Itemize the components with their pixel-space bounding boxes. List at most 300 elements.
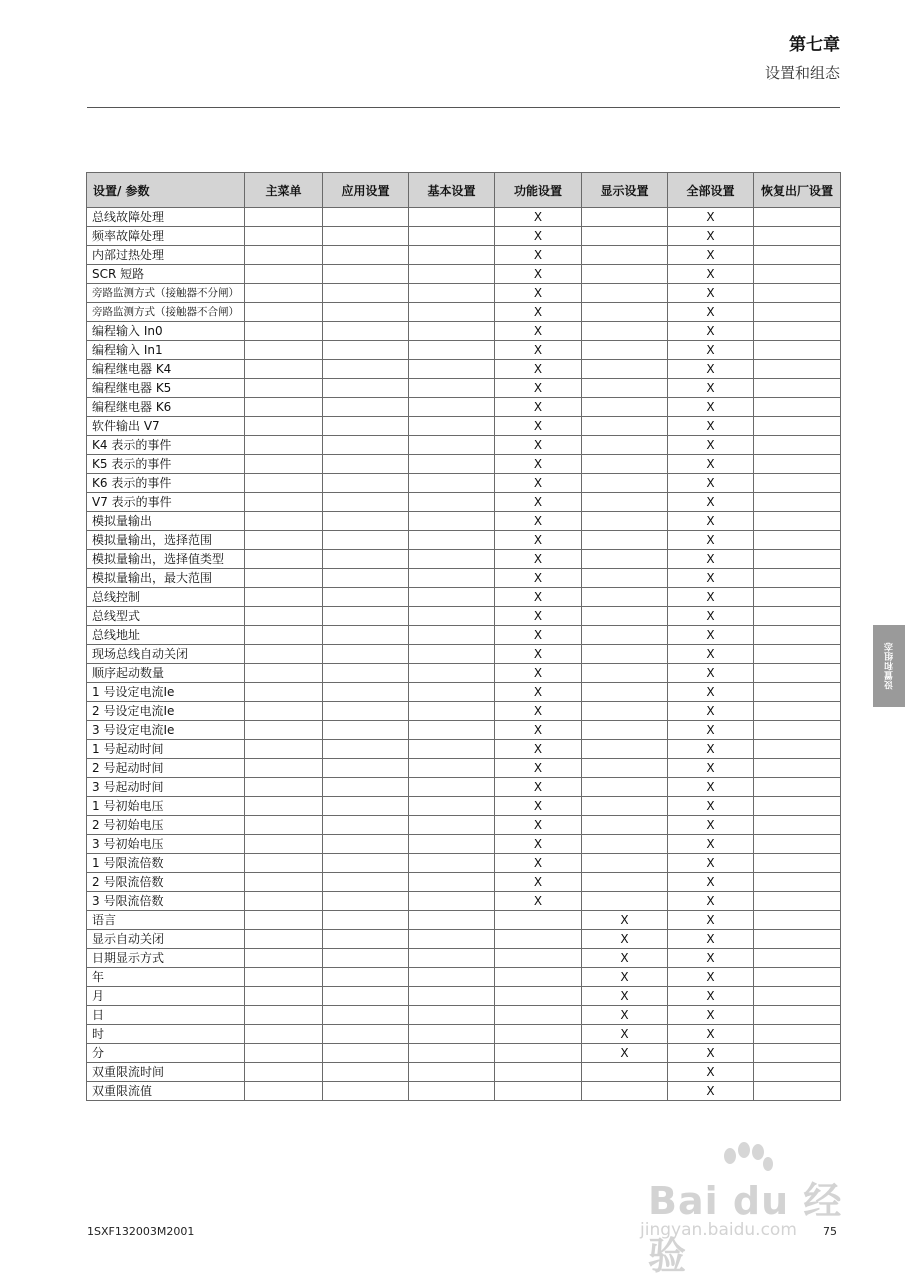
table-row bbox=[87, 474, 841, 493]
table-cell bbox=[323, 645, 409, 664]
column-header: 主菜单 bbox=[245, 173, 323, 208]
table-cell: X bbox=[668, 303, 754, 322]
row-label: 2 号起动时间 bbox=[87, 759, 245, 778]
watermark-url: jingyan.baidu.com bbox=[640, 1220, 797, 1240]
table-cell: X bbox=[495, 721, 582, 740]
table-row bbox=[87, 721, 841, 740]
table-cell bbox=[582, 588, 668, 607]
table-row bbox=[87, 664, 841, 683]
table-cell bbox=[754, 322, 841, 341]
table-cell bbox=[409, 322, 495, 341]
table-cell: X bbox=[668, 892, 754, 911]
table-cell: X bbox=[495, 341, 582, 360]
table-cell bbox=[754, 759, 841, 778]
table-cell: X bbox=[495, 569, 582, 588]
table-cell: X bbox=[495, 493, 582, 512]
table-cell bbox=[245, 398, 323, 417]
table-cell bbox=[245, 531, 323, 550]
table-cell bbox=[245, 987, 323, 1006]
table-cell bbox=[323, 417, 409, 436]
table-cell: X bbox=[495, 303, 582, 322]
table-cell bbox=[754, 493, 841, 512]
table-cell bbox=[323, 227, 409, 246]
table-cell bbox=[409, 512, 495, 531]
table-cell: X bbox=[582, 911, 668, 930]
table-row bbox=[87, 626, 841, 645]
table-header-row bbox=[87, 173, 841, 208]
table-cell: X bbox=[495, 588, 582, 607]
table-cell bbox=[582, 512, 668, 531]
table-cell bbox=[409, 759, 495, 778]
table-cell bbox=[323, 379, 409, 398]
table-cell: X bbox=[495, 740, 582, 759]
table-cell bbox=[754, 1063, 841, 1082]
page-number: 75 bbox=[823, 1225, 837, 1238]
table-cell bbox=[323, 987, 409, 1006]
table-cell bbox=[409, 607, 495, 626]
table-cell bbox=[754, 816, 841, 835]
table-cell bbox=[409, 417, 495, 436]
table-row bbox=[87, 493, 841, 512]
table-row bbox=[87, 417, 841, 436]
table-cell bbox=[409, 930, 495, 949]
table-cell: X bbox=[495, 550, 582, 569]
table-cell bbox=[409, 436, 495, 455]
table-cell bbox=[495, 1006, 582, 1025]
row-label: 日期显示方式 bbox=[87, 949, 245, 968]
table-cell bbox=[754, 873, 841, 892]
row-label: 2 号限流倍数 bbox=[87, 873, 245, 892]
table-cell bbox=[754, 911, 841, 930]
header-divider bbox=[87, 107, 840, 108]
row-label: 语言 bbox=[87, 911, 245, 930]
table-cell bbox=[409, 379, 495, 398]
table-cell bbox=[582, 759, 668, 778]
table-row bbox=[87, 987, 841, 1006]
row-label: 双重限流值 bbox=[87, 1082, 245, 1101]
table-cell: X bbox=[495, 208, 582, 227]
table-cell bbox=[409, 892, 495, 911]
table-cell bbox=[323, 246, 409, 265]
table-cell: X bbox=[668, 835, 754, 854]
row-label: 1 号设定电流Ie bbox=[87, 683, 245, 702]
table-cell: X bbox=[668, 417, 754, 436]
row-label: 分 bbox=[87, 1044, 245, 1063]
table-cell bbox=[582, 645, 668, 664]
table-cell bbox=[245, 797, 323, 816]
table-cell bbox=[245, 341, 323, 360]
table-cell bbox=[582, 360, 668, 379]
table-cell bbox=[495, 1082, 582, 1101]
table-cell bbox=[323, 569, 409, 588]
table-cell bbox=[245, 949, 323, 968]
table-cell bbox=[754, 1082, 841, 1101]
table-row bbox=[87, 1006, 841, 1025]
table-cell: X bbox=[668, 284, 754, 303]
table-row bbox=[87, 873, 841, 892]
table-cell bbox=[754, 683, 841, 702]
row-label: 编程输入 In1 bbox=[87, 341, 245, 360]
table-row bbox=[87, 322, 841, 341]
table-cell bbox=[409, 797, 495, 816]
table-cell bbox=[582, 531, 668, 550]
table-cell bbox=[582, 873, 668, 892]
table-row bbox=[87, 569, 841, 588]
table-cell bbox=[323, 778, 409, 797]
table-cell bbox=[245, 892, 323, 911]
table-cell bbox=[245, 436, 323, 455]
table-cell bbox=[245, 1063, 323, 1082]
table-cell bbox=[582, 626, 668, 645]
table-cell bbox=[495, 949, 582, 968]
row-label: 软件输出 V7 bbox=[87, 417, 245, 436]
row-label: 模拟量输出，选择值类型 bbox=[87, 550, 245, 569]
table-row bbox=[87, 607, 841, 626]
side-chapter-tab bbox=[873, 625, 905, 707]
table-cell bbox=[754, 474, 841, 493]
row-label: 月 bbox=[87, 987, 245, 1006]
table-cell bbox=[754, 360, 841, 379]
table-cell bbox=[582, 816, 668, 835]
table-cell bbox=[495, 930, 582, 949]
table-cell: X bbox=[668, 854, 754, 873]
table-cell bbox=[323, 1082, 409, 1101]
table-cell bbox=[323, 683, 409, 702]
table-cell bbox=[245, 645, 323, 664]
row-label: 3 号设定电流Ie bbox=[87, 721, 245, 740]
table-cell: X bbox=[495, 626, 582, 645]
table-cell bbox=[323, 284, 409, 303]
table-cell bbox=[754, 569, 841, 588]
table-cell bbox=[582, 797, 668, 816]
table-cell bbox=[582, 778, 668, 797]
table-cell: X bbox=[582, 1025, 668, 1044]
table-cell bbox=[409, 208, 495, 227]
row-label: 3 号初始电压 bbox=[87, 835, 245, 854]
table-cell bbox=[582, 607, 668, 626]
table-cell: X bbox=[668, 911, 754, 930]
table-cell: X bbox=[668, 645, 754, 664]
table-cell: X bbox=[495, 702, 582, 721]
side-chapter-tab-label: 设置和组态 bbox=[884, 642, 895, 690]
row-label: 旁路监测方式（接触器不分闸） bbox=[87, 284, 245, 303]
table-cell bbox=[323, 436, 409, 455]
row-label: 总线型式 bbox=[87, 607, 245, 626]
row-label: V7 表示的事件 bbox=[87, 493, 245, 512]
table-cell bbox=[245, 911, 323, 930]
table-cell bbox=[582, 721, 668, 740]
row-label: K5 表示的事件 bbox=[87, 455, 245, 474]
row-label: 总线故障处理 bbox=[87, 208, 245, 227]
table-cell bbox=[409, 569, 495, 588]
table-cell: X bbox=[495, 778, 582, 797]
table-row bbox=[87, 208, 841, 227]
table-row bbox=[87, 930, 841, 949]
row-label: 时 bbox=[87, 1025, 245, 1044]
table-cell bbox=[754, 246, 841, 265]
table-cell bbox=[754, 778, 841, 797]
table-cell bbox=[409, 246, 495, 265]
table-cell: X bbox=[495, 379, 582, 398]
table-row bbox=[87, 1044, 841, 1063]
table-cell bbox=[754, 436, 841, 455]
table-row bbox=[87, 512, 841, 531]
table-cell: X bbox=[582, 987, 668, 1006]
table-cell bbox=[495, 1044, 582, 1063]
table-cell bbox=[245, 455, 323, 474]
table-cell bbox=[409, 455, 495, 474]
row-label: SCR 短路 bbox=[87, 265, 245, 284]
table-cell: X bbox=[495, 607, 582, 626]
table-cell bbox=[754, 797, 841, 816]
table-cell bbox=[409, 1025, 495, 1044]
table-cell bbox=[754, 607, 841, 626]
row-label: 编程继电器 K5 bbox=[87, 379, 245, 398]
table-cell: X bbox=[668, 588, 754, 607]
row-label: 1 号初始电压 bbox=[87, 797, 245, 816]
table-cell bbox=[754, 721, 841, 740]
row-label: 1 号限流倍数 bbox=[87, 854, 245, 873]
table-cell bbox=[754, 1044, 841, 1063]
table-cell bbox=[582, 493, 668, 512]
table-cell: X bbox=[495, 645, 582, 664]
table-cell bbox=[754, 208, 841, 227]
table-body bbox=[87, 208, 841, 1101]
table-cell: X bbox=[495, 531, 582, 550]
table-cell bbox=[245, 968, 323, 987]
table-cell: X bbox=[495, 835, 582, 854]
table-cell bbox=[323, 740, 409, 759]
table-cell: X bbox=[668, 455, 754, 474]
table-cell bbox=[409, 531, 495, 550]
row-label: 顺序起动数量 bbox=[87, 664, 245, 683]
row-label: 双重限流时间 bbox=[87, 1063, 245, 1082]
table-cell bbox=[495, 968, 582, 987]
baidu-watermark bbox=[640, 1140, 855, 1278]
table-cell: X bbox=[668, 721, 754, 740]
table-cell bbox=[245, 1025, 323, 1044]
table-cell bbox=[409, 854, 495, 873]
table-cell: X bbox=[495, 398, 582, 417]
table-cell: X bbox=[495, 322, 582, 341]
table-cell bbox=[409, 778, 495, 797]
table-cell bbox=[409, 1044, 495, 1063]
table-cell bbox=[754, 531, 841, 550]
watermark-logo: Bai du 经验 bbox=[648, 1179, 843, 1278]
row-label: 显示自动关闭 bbox=[87, 930, 245, 949]
table-cell: X bbox=[495, 797, 582, 816]
table-cell bbox=[409, 683, 495, 702]
table-cell bbox=[409, 550, 495, 569]
table-cell bbox=[582, 284, 668, 303]
table-cell bbox=[245, 303, 323, 322]
table-cell bbox=[323, 702, 409, 721]
row-label: 模拟量输出 bbox=[87, 512, 245, 531]
table-cell: X bbox=[668, 778, 754, 797]
table-cell bbox=[245, 265, 323, 284]
table-cell bbox=[495, 987, 582, 1006]
table-cell bbox=[323, 873, 409, 892]
table-cell bbox=[754, 987, 841, 1006]
table-cell bbox=[582, 436, 668, 455]
table-cell: X bbox=[495, 664, 582, 683]
table-cell: X bbox=[495, 816, 582, 835]
table-cell bbox=[323, 854, 409, 873]
table-cell: X bbox=[668, 322, 754, 341]
table-cell bbox=[323, 949, 409, 968]
table-cell bbox=[245, 227, 323, 246]
table-cell: X bbox=[668, 968, 754, 987]
table-cell bbox=[754, 854, 841, 873]
table-row bbox=[87, 1025, 841, 1044]
table-cell: X bbox=[668, 493, 754, 512]
table-cell bbox=[582, 892, 668, 911]
table-cell bbox=[323, 1025, 409, 1044]
table-cell bbox=[495, 1025, 582, 1044]
table-cell bbox=[323, 398, 409, 417]
table-cell bbox=[582, 702, 668, 721]
table-row bbox=[87, 531, 841, 550]
table-cell: X bbox=[495, 474, 582, 493]
table-cell bbox=[323, 797, 409, 816]
table-cell bbox=[245, 664, 323, 683]
table-cell bbox=[409, 303, 495, 322]
table-cell bbox=[323, 360, 409, 379]
table-cell: X bbox=[668, 246, 754, 265]
table-cell bbox=[245, 702, 323, 721]
table-row bbox=[87, 284, 841, 303]
table-cell bbox=[245, 816, 323, 835]
table-row bbox=[87, 740, 841, 759]
table-cell bbox=[582, 379, 668, 398]
table-cell bbox=[323, 341, 409, 360]
table-cell: X bbox=[668, 550, 754, 569]
table-cell bbox=[323, 208, 409, 227]
table-cell bbox=[754, 512, 841, 531]
table-cell bbox=[245, 284, 323, 303]
table-cell bbox=[754, 626, 841, 645]
table-cell bbox=[409, 1082, 495, 1101]
table-cell bbox=[754, 702, 841, 721]
table-cell bbox=[245, 759, 323, 778]
row-label: 编程继电器 K4 bbox=[87, 360, 245, 379]
table-cell bbox=[582, 683, 668, 702]
row-label: 总线控制 bbox=[87, 588, 245, 607]
table-cell bbox=[409, 1063, 495, 1082]
table-cell: X bbox=[495, 892, 582, 911]
table-cell: X bbox=[495, 417, 582, 436]
table-cell bbox=[754, 835, 841, 854]
table-cell bbox=[754, 341, 841, 360]
table-cell bbox=[582, 417, 668, 436]
table-cell: X bbox=[668, 436, 754, 455]
chapter-header bbox=[765, 34, 840, 83]
table-cell bbox=[245, 493, 323, 512]
table-cell: X bbox=[668, 873, 754, 892]
table-cell bbox=[245, 930, 323, 949]
row-label: 1 号起动时间 bbox=[87, 740, 245, 759]
table-cell bbox=[245, 835, 323, 854]
table-row bbox=[87, 246, 841, 265]
table-cell bbox=[409, 740, 495, 759]
table-cell bbox=[582, 740, 668, 759]
table-cell: X bbox=[668, 265, 754, 284]
table-cell bbox=[245, 1044, 323, 1063]
table-cell: X bbox=[668, 702, 754, 721]
table-cell bbox=[245, 607, 323, 626]
table-cell: X bbox=[668, 531, 754, 550]
table-cell bbox=[409, 341, 495, 360]
table-cell: X bbox=[668, 797, 754, 816]
table-row bbox=[87, 436, 841, 455]
row-label: 编程输入 In0 bbox=[87, 322, 245, 341]
table-row bbox=[87, 854, 841, 873]
table-cell bbox=[245, 778, 323, 797]
chapter-subtitle: 设置和组态 bbox=[764, 64, 840, 82]
table-cell: X bbox=[668, 664, 754, 683]
settings-table bbox=[86, 172, 841, 1101]
table-cell bbox=[754, 379, 841, 398]
table-row bbox=[87, 778, 841, 797]
table-row bbox=[87, 341, 841, 360]
table-cell bbox=[245, 873, 323, 892]
table-cell bbox=[245, 683, 323, 702]
table-cell bbox=[245, 208, 323, 227]
table-cell bbox=[582, 664, 668, 683]
table-cell bbox=[323, 968, 409, 987]
table-cell bbox=[245, 740, 323, 759]
table-cell bbox=[323, 1006, 409, 1025]
row-label: 模拟量输出，最大范围 bbox=[87, 569, 245, 588]
table-cell bbox=[245, 417, 323, 436]
table-cell bbox=[323, 911, 409, 930]
chapter-title: 第七章 bbox=[789, 35, 840, 55]
table-cell bbox=[582, 1063, 668, 1082]
table-cell: X bbox=[495, 683, 582, 702]
table-row bbox=[87, 797, 841, 816]
table-row bbox=[87, 1082, 841, 1101]
table-cell bbox=[754, 588, 841, 607]
table-row bbox=[87, 911, 841, 930]
row-label: K4 表示的事件 bbox=[87, 436, 245, 455]
table-cell bbox=[323, 1044, 409, 1063]
table-cell bbox=[323, 455, 409, 474]
table-cell bbox=[582, 569, 668, 588]
table-row bbox=[87, 892, 841, 911]
table-cell bbox=[409, 227, 495, 246]
table-cell: X bbox=[668, 626, 754, 645]
table-cell bbox=[582, 1082, 668, 1101]
document-id: 1SXF132003M2001 bbox=[87, 1225, 195, 1238]
table-cell bbox=[582, 322, 668, 341]
table-cell: X bbox=[668, 949, 754, 968]
table-cell bbox=[409, 816, 495, 835]
table-cell: X bbox=[668, 607, 754, 626]
column-header: 功能设置 bbox=[495, 173, 582, 208]
table-cell: X bbox=[495, 284, 582, 303]
table-cell: X bbox=[495, 265, 582, 284]
column-header: 全部设置 bbox=[668, 173, 754, 208]
table-cell bbox=[323, 512, 409, 531]
table-cell bbox=[754, 550, 841, 569]
table-cell bbox=[754, 664, 841, 683]
row-label: 年 bbox=[87, 968, 245, 987]
table-cell bbox=[409, 626, 495, 645]
table-cell bbox=[754, 417, 841, 436]
table-cell: X bbox=[582, 949, 668, 968]
table-cell bbox=[409, 835, 495, 854]
table-cell bbox=[409, 949, 495, 968]
